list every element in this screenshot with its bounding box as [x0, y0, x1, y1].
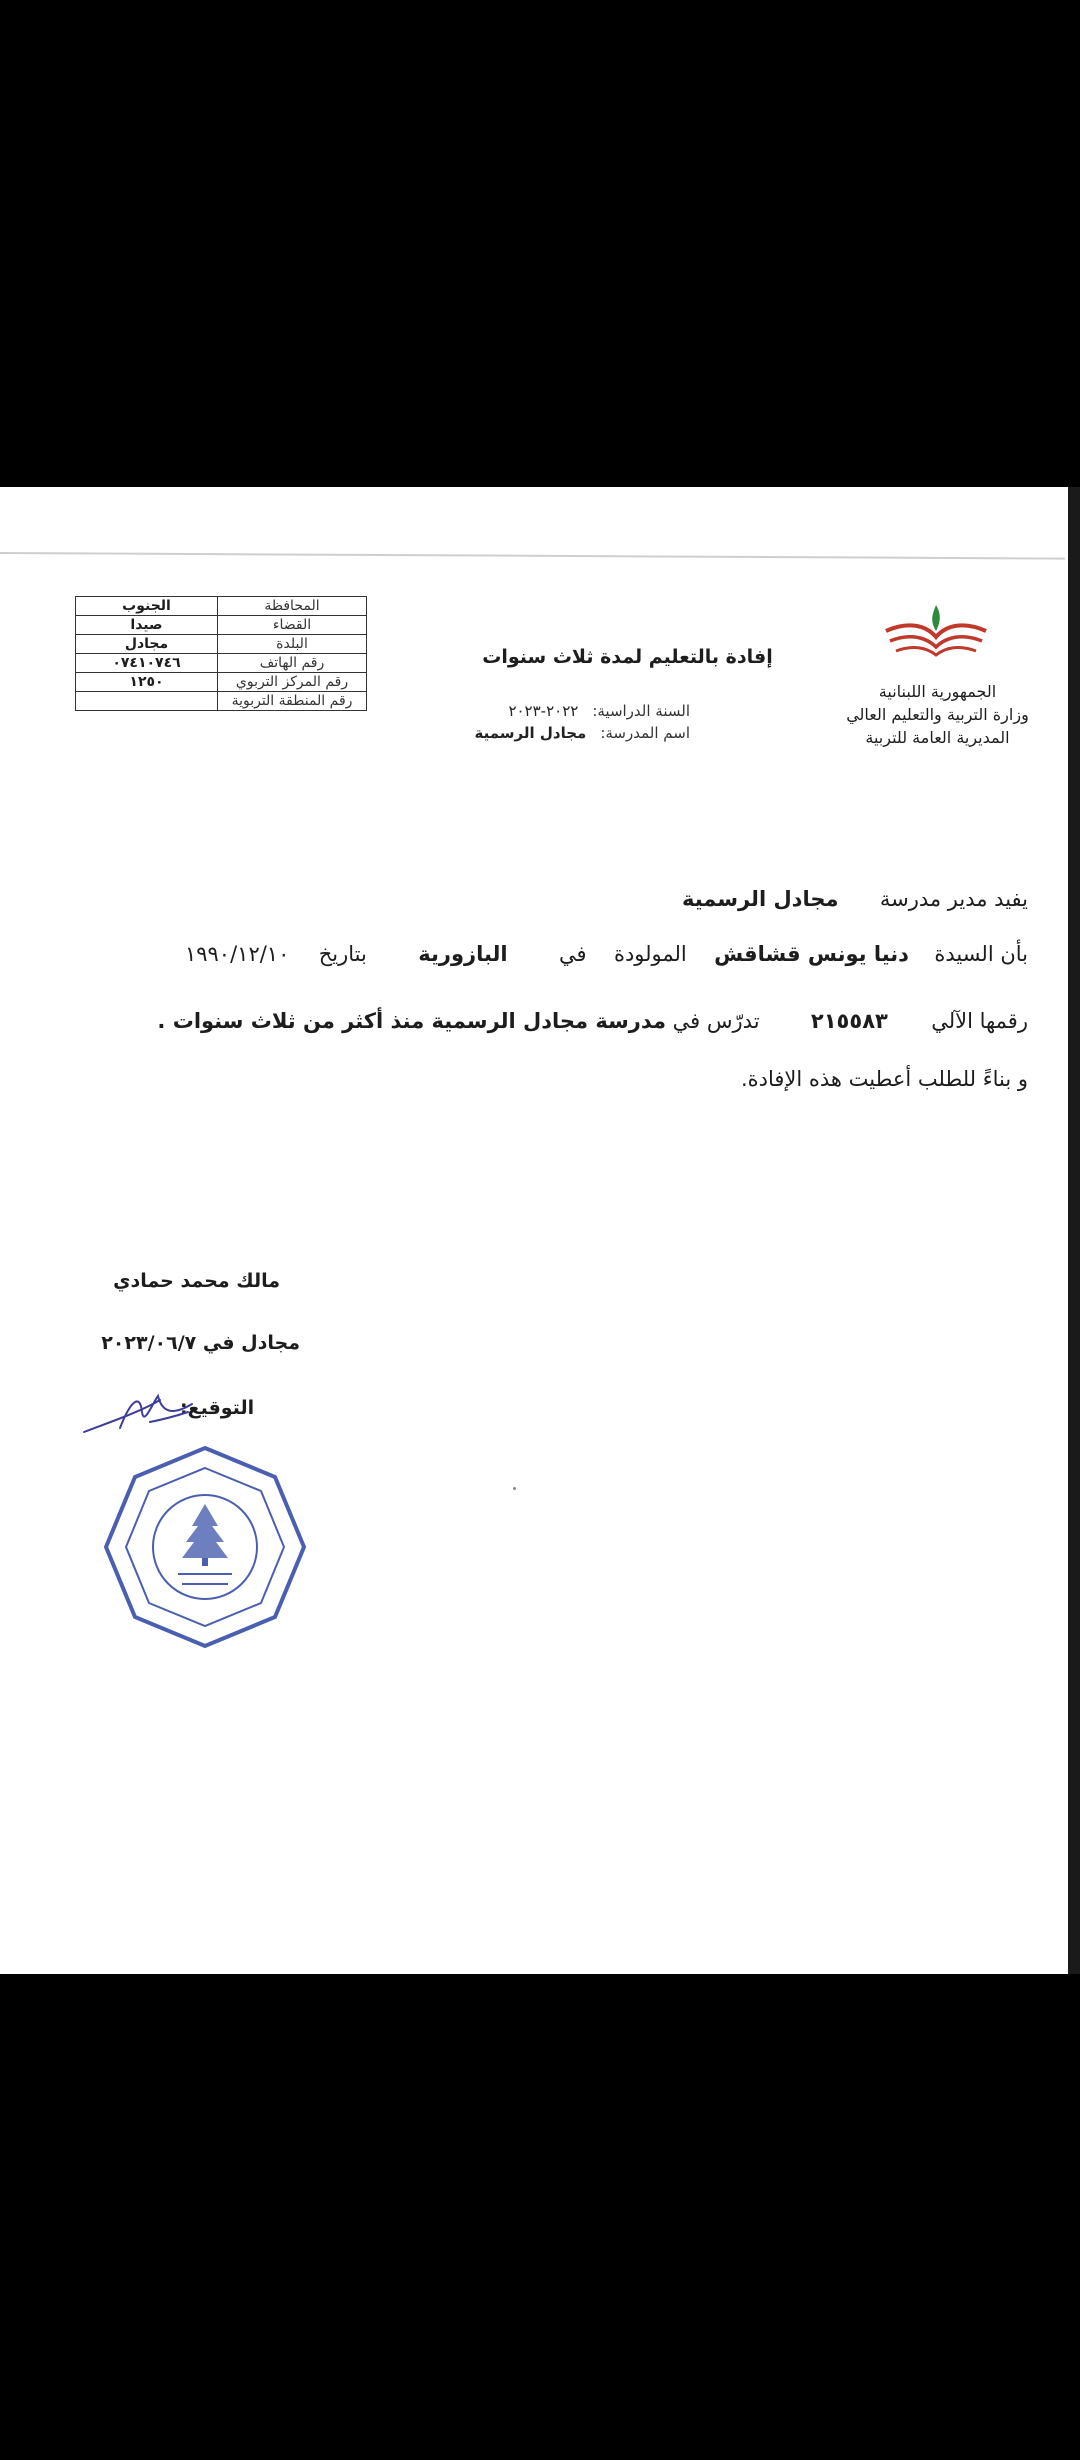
cell-label: رقم الهاتف [218, 654, 367, 673]
page-edge-line [0, 552, 1065, 560]
cell-label: البلدة [218, 635, 367, 654]
school-value: مجادل الرسمية [474, 724, 587, 742]
school-name: مجادل الرسمية [681, 887, 839, 911]
employee-number: ٢١٥٥٨٣ [810, 1009, 888, 1033]
page-edge-shadow [1068, 487, 1080, 1974]
principal-name: مالك محمد حمادي [113, 1270, 280, 1292]
region-table [75, 596, 367, 711]
place-date: مجادل في ٢٠٢٣/٠٦/٧ [101, 1332, 300, 1354]
line-text: بأن السيدة [934, 942, 1028, 966]
table-row [76, 692, 367, 711]
cell-value: الجنوب [76, 597, 218, 616]
handwritten-signature [80, 1382, 200, 1442]
person-name: دنيا يونس قشاقش [714, 942, 909, 966]
ministry-header [830, 680, 1045, 749]
line-text: بتاريخ [318, 942, 367, 966]
school-label: اسم المدرسة: [600, 724, 690, 742]
ministry-line: المديرية العامة للتربية [865, 728, 1010, 747]
table-row [76, 654, 367, 673]
line-text: تدرّس في [672, 1009, 760, 1033]
cell-value: ٠٧٤١٠٧٤٦ [76, 654, 218, 673]
cell-value [76, 692, 218, 711]
cell-value: صيدا [76, 616, 218, 635]
line-text: يفيد مدير مدرسة [879, 887, 1028, 911]
line-text: في [559, 942, 587, 966]
cell-label: رقم المنطقة التربوية [218, 692, 367, 711]
line-text: رقمها الآلي [931, 1009, 1028, 1033]
signature-label: التوقيع: [180, 1397, 255, 1419]
document-title: إفادة بالتعليم لمدة ثلاث سنوات [482, 646, 773, 668]
cell-value: ١٢٥٠ [76, 673, 218, 692]
cell-label: رقم المركز التربوي [218, 673, 367, 692]
table-row [76, 635, 367, 654]
body-line-4: و بناءً للطلب أعطيت هذه الإفادة. [740, 1067, 1028, 1091]
year-value: ٢٠٢٢-٢٠٢٣ [508, 702, 579, 720]
table-row [76, 597, 367, 616]
body-line-1 [682, 887, 1028, 911]
body-line-3 [157, 1009, 1028, 1033]
ministry-line: وزارة التربية والتعليم العالي [846, 705, 1029, 724]
teaching-statement: مدرسة مجادل الرسمية منذ أكثر من ثلاث سنوات . [157, 1009, 666, 1033]
cell-value: مجادل [76, 635, 218, 654]
body-line-2 [185, 942, 1028, 966]
cell-label: القضاء [218, 616, 367, 635]
ministry-logo [880, 597, 992, 667]
school-info [470, 700, 690, 744]
document-page [0, 487, 1080, 1974]
birth-date: ١٩٩٠/١٢/١٠ [184, 942, 290, 966]
speck [513, 1487, 516, 1490]
cell-label: المحافظة [218, 597, 367, 616]
official-stamp [100, 1442, 310, 1652]
birth-place: البازورية [418, 942, 508, 966]
ministry-line: الجمهورية اللبنانية [878, 682, 997, 701]
table-row [76, 616, 367, 635]
year-label: السنة الدراسية: [592, 702, 690, 720]
line-text: المولودة [613, 942, 687, 966]
table-row [76, 673, 367, 692]
